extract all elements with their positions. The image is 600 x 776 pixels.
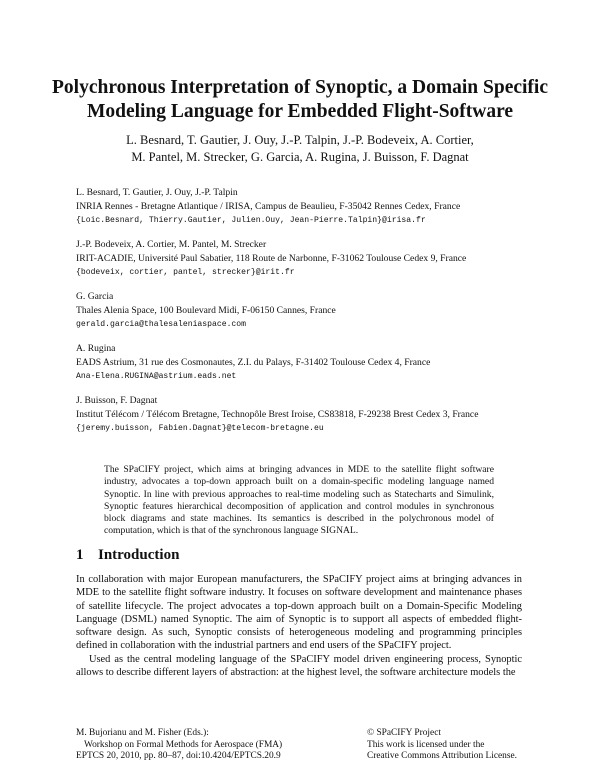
footer-copyright: © SPaCIFY Project (367, 728, 441, 738)
affiliation-email: {bodeveix, cortier, pantel, strecker}@irit.fr (76, 268, 295, 277)
affiliation-names: A. Rugina (76, 343, 116, 354)
affiliation-block (76, 238, 536, 280)
footer-license-name: Creative Commons Attribution License. (367, 751, 517, 761)
affiliation-block (76, 342, 536, 384)
footer-doi: EPTCS 20, 2010, pp. 80–87, doi:10.4204/EPTCS.20.9 (76, 751, 281, 761)
publication-info (76, 728, 282, 763)
affiliation-email: {Loic.Besnard, Thierry.Gautier, Julien.Ouy, Jean-Pierre.Talpin}@irisa.fr (76, 216, 426, 225)
license-info (367, 728, 517, 763)
affiliation-address: Institut Télécom / Télécom Bretagne, Technopôle Brest Iroise, CS83818, F-29238 Brest Cedex 3, France (76, 409, 479, 420)
affiliation-names: G. Garcia (76, 291, 114, 302)
affiliation-email: gerald.garcia@thalesaleniaspace.com (76, 320, 246, 329)
affiliation-block (76, 394, 536, 436)
author-list (40, 132, 560, 166)
affiliation-names: L. Besnard, T. Gautier, J. Ouy, J.-P. Talpin (76, 187, 238, 198)
authors-line-2: M. Pantel, M. Strecker, G. Garcia, A. Rugina, J. Buisson, F. Dagnat (131, 150, 469, 164)
affiliation-names: J.-P. Bodeveix, A. Cortier, M. Pantel, M. Strecker (76, 239, 267, 250)
affiliation-address: IRIT-ACADIE, Université Paul Sabatier, 118 Route de Narbonne, F-31062 Toulouse Cedex 9, France (76, 253, 467, 264)
footer-editors: M. Bujorianu and M. Fisher (Eds.): (76, 728, 209, 738)
footer-workshop: Workshop on Formal Methods for Aerospace (FMA) (84, 739, 283, 750)
affiliation-block (76, 290, 536, 332)
section-heading (76, 547, 179, 564)
affiliation-address: INRIA Rennes - Bretagne Atlantique / IRISA, Campus de Beaulieu, F-35042 Rennes Cedex, France (76, 201, 461, 212)
abstract: The SPaCIFY project, which aims at bringing advances in MDE to the satellite flight software industry, advocates a top-down approach built on a domain-specific modeling language named Synoptic. In line with previous approaches to real-time modeling such as Statecharts and Simulink, Synoptic features hierarchical decomposition of application and control modules in synchronous block diagrams and state machines. Its semantics is described in the polychronous model of computation, which is that of the synchronous language SIGNAL. (104, 464, 494, 537)
body-text (76, 573, 522, 679)
affiliation-email: {jeremy.buisson, Fabien.Dagnat}@telecom-bretagne.eu (76, 424, 324, 433)
title-line-2: Modeling Language for Embedded Flight-Software (86, 101, 514, 122)
affiliation-names: J. Buisson, F. Dagnat (76, 395, 158, 406)
paragraph: In collaboration with major European manufacturers, the SPaCIFY project aims at bringing advances in MDE to the satellite flight software industry. It focuses on software development and maintenance phases of satellite lifecycle. The project advocates a top-down approach built on a Domain-Specific Modeling Language (DSML) named Synoptic. The aim of Synoptic is to support all aspects of embedded flight-software design. As such, Synoptic consists of heterogeneous modeling and programming principles defined in collaboration with the industrial partners and end users of the SPaCIFY project. (76, 574, 522, 652)
affiliation-address: Thales Alenia Space, 100 Boulevard Midi, F-06150 Cannes, France (76, 305, 336, 316)
affiliations (76, 186, 536, 446)
authors-line-1: L. Besnard, T. Gautier, J. Ouy, J.-P. Talpin, J.-P. Bodeveix, A. Cortier, (126, 133, 474, 147)
section-title: Introduction (98, 547, 180, 563)
affiliation-address: EADS Astrium, 31 rue des Cosmonautes, Z.I. du Palays, F-31402 Toulouse Cedex 4, France (76, 357, 431, 368)
affiliation-email: Ana-Elena.RUGINA@astrium.eads.net (76, 372, 237, 381)
title-line-1: Polychronous Interpretation of Synoptic, a Domain Specific (52, 77, 548, 98)
paper-title (40, 76, 560, 124)
paragraph: Used as the central modeling language of the SPaCIFY model driven engineering process, Synoptic allows to describe different layers of abstraction: at the highest level, the software architecture models the (76, 653, 522, 679)
section-number: 1 (76, 547, 84, 563)
footer-license-line: This work is licensed under the (367, 739, 485, 750)
affiliation-block (76, 186, 536, 228)
